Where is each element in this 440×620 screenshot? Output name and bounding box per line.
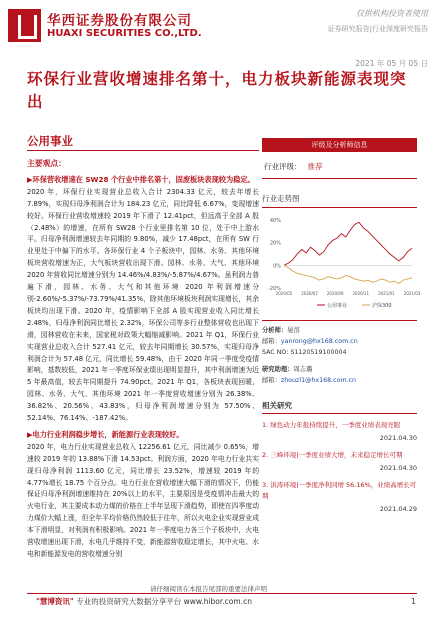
sector-label: 公用事业 (27, 134, 73, 148)
assistant-name: 周志璐 (293, 366, 313, 373)
huaxi-logo (8, 9, 41, 42)
related-research-title: 相关研究 (262, 400, 417, 414)
analyst-sac: S1120519100004 (290, 349, 347, 356)
related-item-title[interactable]: 1. 绿色动力年报持续提升，一季度业绩表现亮眼 (262, 421, 401, 429)
report-title: 环保行业营收增速排名第十，电力板块新能源表现突出 (27, 70, 407, 111)
divider (27, 150, 259, 151)
header-slogan: 仅供机构投资者使用 (356, 9, 428, 18)
assistant-label: 研究助理： (262, 366, 294, 373)
related-item-title[interactable]: 3. 洪涛环境|一季度净利同增 56.16%，业绩高增长可期 (262, 481, 417, 500)
page-number: 1 (410, 597, 416, 606)
series-line (284, 265, 412, 283)
company-name-cn: 华西证券股份有限公司 (47, 13, 192, 29)
assistant-email[interactable]: zhouzl1@hx168.com.cn (280, 377, 357, 384)
x-tick-label: 2020/05 (275, 291, 293, 296)
email-label: 邮箱： (262, 377, 281, 384)
footer-url[interactable]: www.hibor.com.cn (183, 597, 252, 606)
x-tick-label: 2021/01 (378, 291, 395, 296)
x-tick-label: 2020/09 (326, 291, 344, 296)
paragraph-heading: ▶电力行业利润稳步增长，新能源行业表现较好。 (27, 429, 184, 439)
rating-value: 推荐 (307, 162, 323, 171)
paragraph-text: 2020 年，电力行业实现营业总收入 12256.61 亿元，同比减少 0.65%，增速较 2019 年的 13.88%下滑 14.53pct。利润方面，2020 年电力行业共实现归母净利润 1113.60 亿元，同比增长 23.52%，增速较 2019 年的 4.77%增长 18.75 个百分点。电力行业在营收增速大幅下滑的情况下，仍能保证归母净利润增速维持在 20%以上的水平，主要原因是受疫情冲击最大的火电行业，其主要成本动力煤的价格在上半年呈现下滑趋势，即使在四季度动力煤价大幅上涨，但全年平均价格仍然较低于往年，所以火电企业实现营业成本下滑明显，对利润有积极影响。2021 年一季度电力各三个子板块中，火电营收增速出现下滑，水电几乎维持不变，新能源营收稳定增长，其中火电、水电和新能源发电的营收增速分别 (27, 442, 259, 558)
series-line (284, 222, 412, 265)
related-item-date: 2021.04.29 (379, 505, 417, 513)
email-label: 邮箱： (262, 338, 281, 345)
sac-label: SAC NO: (262, 349, 289, 356)
y-tick-label: 40% (269, 218, 281, 224)
y-tick-label: 0% (273, 263, 281, 270)
sidebar (262, 138, 421, 515)
trend-chart-svg (262, 214, 421, 312)
analyst-email[interactable]: yanrong@hx168.com.cn (280, 338, 358, 345)
report-date: 2021 年 05 月 05 日 (355, 59, 428, 68)
rating-label: 行业评级： (264, 162, 302, 171)
related-item[interactable] (262, 420, 417, 444)
legend-label: 沪深300 (372, 303, 392, 309)
industry-rating (262, 152, 417, 179)
company-name-en: HUAXI SECURITIES CO.,LTD. (47, 28, 202, 39)
analyst-info (262, 320, 417, 386)
x-tick-label: 2021/03 (403, 291, 421, 296)
key-points-label: 主要观点： (27, 159, 66, 168)
y-tick-label: 20% (269, 240, 281, 247)
analyst-label: 分析师： (262, 327, 288, 334)
trend-chart (262, 214, 421, 316)
footer (36, 596, 252, 607)
footer-divider (27, 593, 417, 594)
footer-brand: "慧博资讯" (36, 597, 74, 606)
paragraph-heading: ▶环保营收增速在 SW28 个行业中排名第十，固废板块表现较为稳定。 (27, 174, 255, 184)
related-item-date: 2021.04.30 (379, 464, 417, 472)
x-tick-label: 2020/11 (352, 291, 370, 296)
main-body (27, 158, 259, 561)
rating-bar: 评级及分析师信息 (262, 138, 417, 152)
paragraph-text: 2020 年，环保行业实现营业总收入合计 2304.33 亿元，较去年增长 7.89%，实现归母净利润合计为 184.23 亿元，同比降低 6.67%，变现增速较好。环保行业营收增速较 2019 年下滑了 12.41pct，但远高于全部 A 股（2.48%）的增速，在所有 SW28 个行业里排名第 10 位，处于中上游水平。归母净利润增速较去年同期的 9.80%，减少 17.48pct，在所有 SW 行业里处于中偏下的水平。各环保行业 4 个子板块中，园林、水务、其他环境板块营收增速为正，大气板块营收出现下滑。园林、水务、大气、其他环境 2020 年营收同比增速分别为 14.46%/4.83%/-5.87%/4.67%。虽利润力普遍下滑，园林、水务、大气和其他环境 2020 年利润增速分别-2.60%/-5.37%/-73.79%/41.35%，除其他环境板块利润实现增长，其余板块均出现下滑。2020 年，疫情影响下全部 A 股实现营业收入同比增长 2.48%，归母净利润同比增长 2.32%，环保公司等多行业整体营收也出现下滑，园林营收在未来，国家税对政策大幅缩减影响。2021 年 Q1，环保行业实现营业总收入合计 527.41 亿元，较去年同期增长 30.57%，实现归母净利润合计为 57.48 亿元，同比增长 59.48%，由于 2020 年同一季度受疫情影响，基数较低，2021 年一季度环保业绩出现明显提升，其中利润增速为近 5 年最高值，较去年同期提升 74.90pct。2021 年 Q1，各板块表现回暖，园林、水务、大气、其他环境 2021 年一季度营收增速分别为 26.38%、36.82%、20.56%、43.83%，归母净利润增速分别为 57.50%、52.14%、76.14%、-187.42%。 (27, 187, 259, 423)
footer-text: 专业的投资研究大数据分享平台 (76, 597, 182, 606)
related-item-date: 2021.04.30 (379, 434, 417, 442)
analyst-name: 晏溶 (287, 327, 300, 334)
y-tick-label: -20% (268, 286, 281, 292)
related-item[interactable] (262, 450, 417, 474)
legend-label: 公用事业 (327, 303, 348, 309)
header (0, 0, 440, 52)
related-item[interactable] (262, 480, 417, 515)
chart-title: 行业走势图 (262, 193, 417, 208)
related-item-title[interactable]: 2. 三峰环境|一季度业绩大增，未来稳定增长可期 (262, 451, 403, 459)
disclaimer-note: 请仔细阅读在本报告尾部的重要法律声明 (150, 585, 267, 593)
header-report-type: 证券研究报告|行业深度研究报告 (327, 25, 428, 33)
x-tick-label: 2020/07 (301, 291, 318, 296)
